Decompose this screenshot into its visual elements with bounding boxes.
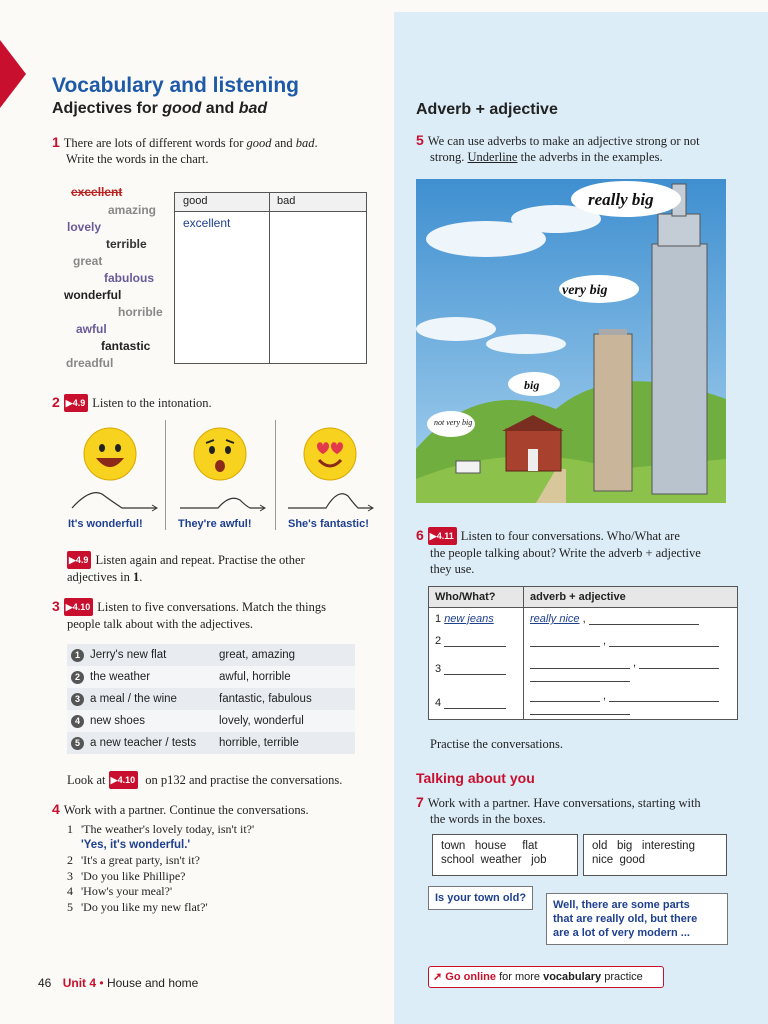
answer-blank[interactable] bbox=[444, 662, 506, 675]
table-row: 4 new shoes lovely, wonderful bbox=[67, 710, 355, 732]
chart-example-answer: excellent bbox=[183, 216, 231, 230]
table-row: 3 , bbox=[429, 652, 738, 686]
answer-blank[interactable] bbox=[444, 634, 506, 647]
list-item: 3 'Do you like Phillipe? bbox=[67, 868, 186, 883]
word-wonderful: wonderful bbox=[64, 288, 122, 302]
intonation-faces bbox=[60, 420, 370, 540]
answer-blank[interactable] bbox=[609, 689, 719, 702]
chart-header-bad: bad bbox=[277, 195, 296, 207]
audio-icon[interactable]: ▶4.11 bbox=[428, 527, 457, 545]
table-row: 2 , bbox=[429, 630, 738, 652]
audio-icon[interactable]: ▶4.9 bbox=[64, 394, 88, 412]
word-awful: awful bbox=[76, 322, 107, 336]
answer-adverb: really nice bbox=[530, 613, 580, 626]
section-subtitle: Adjectives for good and bad bbox=[52, 100, 268, 117]
word-box-nouns: town house flat school weather job bbox=[432, 834, 578, 876]
word-great: great bbox=[73, 254, 103, 268]
answer-blank[interactable] bbox=[530, 702, 630, 715]
good-bad-chart bbox=[174, 192, 367, 364]
unit-title: House and home bbox=[106, 976, 199, 990]
list-item: 2 'It's a great party, isn't it? bbox=[67, 853, 201, 867]
exercise-3-instructions: 3 ▶4.10 Listen to five conversations. Match the things people talk about with the adjectives. bbox=[52, 598, 327, 631]
chart-header-good: good bbox=[183, 195, 208, 207]
matching-table bbox=[67, 644, 355, 754]
answer-blank[interactable] bbox=[444, 696, 506, 709]
word-amazing: amazing bbox=[108, 203, 157, 217]
speech-bubble-answer: Well, there are some parts that are really old, but there are a lot of very modern ... bbox=[546, 893, 728, 945]
list-item: 5 'Do you like my new flat?' bbox=[67, 899, 208, 914]
external-link-icon: ➚ bbox=[433, 971, 443, 983]
look-at-instruction: Look at ▶4.10 on p132 and practise the conversations. bbox=[67, 773, 343, 787]
go-online-button[interactable]: ➚ Go online for more vocabulary practice bbox=[428, 966, 664, 988]
exercise-5-instructions: 5 We can use adverbs to make an adjective strong or not strong. Underline the adverbs in the examples. bbox=[416, 132, 700, 164]
section-title: Vocabulary and listening bbox=[52, 74, 299, 97]
table-row: 2 the weather awful, horrible bbox=[67, 666, 355, 688]
conversation-table: Who/What? adverb + adjective 1 new jeans really nice , 2 , 3 , 4 , bbox=[428, 586, 738, 720]
label-not-very-big: not very big bbox=[434, 418, 473, 427]
page-corner-tab bbox=[0, 40, 26, 108]
adverb-heading: Adverb + adjective bbox=[416, 101, 558, 118]
word-fantastic: fantastic bbox=[101, 339, 151, 353]
word-dreadful: dreadful bbox=[66, 356, 114, 370]
audio-icon[interactable]: ▶4.10 bbox=[109, 771, 138, 789]
audio-icon[interactable]: ▶4.10 bbox=[64, 598, 93, 616]
word-horrible: horrible bbox=[118, 305, 163, 319]
page-number: 46 bbox=[38, 976, 52, 990]
exercise-4-list bbox=[67, 822, 254, 915]
answer-who: new jeans bbox=[444, 612, 494, 625]
intonation-curve-3 bbox=[286, 488, 376, 512]
page-footer: 46 Unit 4 • House and home bbox=[38, 976, 199, 990]
answer-blank[interactable] bbox=[530, 634, 600, 647]
answer-blank[interactable] bbox=[639, 656, 719, 669]
table-row: 3 a meal / the wine fantastic, fabulous bbox=[67, 688, 355, 710]
word-terrible: terrible bbox=[106, 237, 147, 251]
answer-blank[interactable] bbox=[530, 669, 630, 682]
smiling-face-icon bbox=[82, 426, 138, 482]
heart-eyes-face-icon bbox=[302, 426, 358, 482]
exercise-4-instructions: 4 Work with a partner. Continue the conversations. bbox=[52, 801, 309, 817]
exercise-7-instructions: 7 Work with a partner. Have conversations, starting with the words in the boxes. bbox=[416, 794, 701, 826]
answer-blank[interactable] bbox=[530, 689, 600, 702]
exercise-2-instructions: 2 ▶4.9 Listen to the intonation. bbox=[52, 394, 212, 410]
table-row: 4 , bbox=[429, 686, 738, 720]
word-lovely: lovely bbox=[67, 220, 102, 234]
buildings-illustration bbox=[416, 179, 726, 503]
label-big: big bbox=[524, 378, 540, 392]
practise-instruction: Practise the conversations. bbox=[430, 737, 563, 751]
worried-face-icon bbox=[192, 426, 248, 482]
list-item: 'Yes, it's wonderful.' bbox=[81, 838, 191, 851]
exercise-1-instructions: 1 There are lots of different words for good and bad. Write the words in the chart. bbox=[52, 134, 318, 166]
word-fabulous: fabulous bbox=[104, 271, 154, 285]
list-item: 4 'How's your meal?' bbox=[67, 884, 173, 898]
label-really-big: really big bbox=[588, 190, 654, 209]
talking-heading: Talking about you bbox=[416, 770, 535, 786]
table-row: 1 Jerry's new flat great, amazing bbox=[67, 644, 355, 666]
table-row: 1 new jeans really nice , bbox=[429, 608, 738, 630]
unit-label: Unit 4 bbox=[62, 976, 97, 990]
face-caption-1: It's wonderful! bbox=[68, 518, 143, 530]
intonation-curve-2 bbox=[178, 488, 268, 512]
speech-bubble-question: Is your town old? bbox=[428, 886, 533, 910]
exercise-2b-instructions: ▶4.9 Listen again and repeat. Practise the other adjectives in 1. bbox=[67, 553, 305, 584]
label-very-big: very big bbox=[562, 283, 608, 298]
word-box-adjectives: old big interesting nice good bbox=[583, 834, 727, 876]
face-caption-3: She's fantastic! bbox=[288, 518, 369, 530]
intonation-curve-1 bbox=[70, 488, 160, 512]
list-item: 1 'The weather's lovely today, isn't it?' bbox=[67, 822, 255, 836]
face-caption-2: They're awful! bbox=[178, 518, 252, 530]
table-row: 5 a new teacher / tests horrible, terrible bbox=[67, 732, 355, 754]
exercise-6-instructions: 6 ▶4.11 Listen to four conversations. Who/What are the people talking about? Write the adverb + adjective they use. bbox=[416, 527, 701, 576]
word-excellent: excellent bbox=[71, 185, 123, 199]
answer-blank[interactable] bbox=[609, 634, 719, 647]
audio-icon[interactable]: ▶4.9 bbox=[67, 551, 91, 569]
answer-blank[interactable] bbox=[530, 656, 630, 669]
answer-blank[interactable] bbox=[589, 612, 699, 625]
